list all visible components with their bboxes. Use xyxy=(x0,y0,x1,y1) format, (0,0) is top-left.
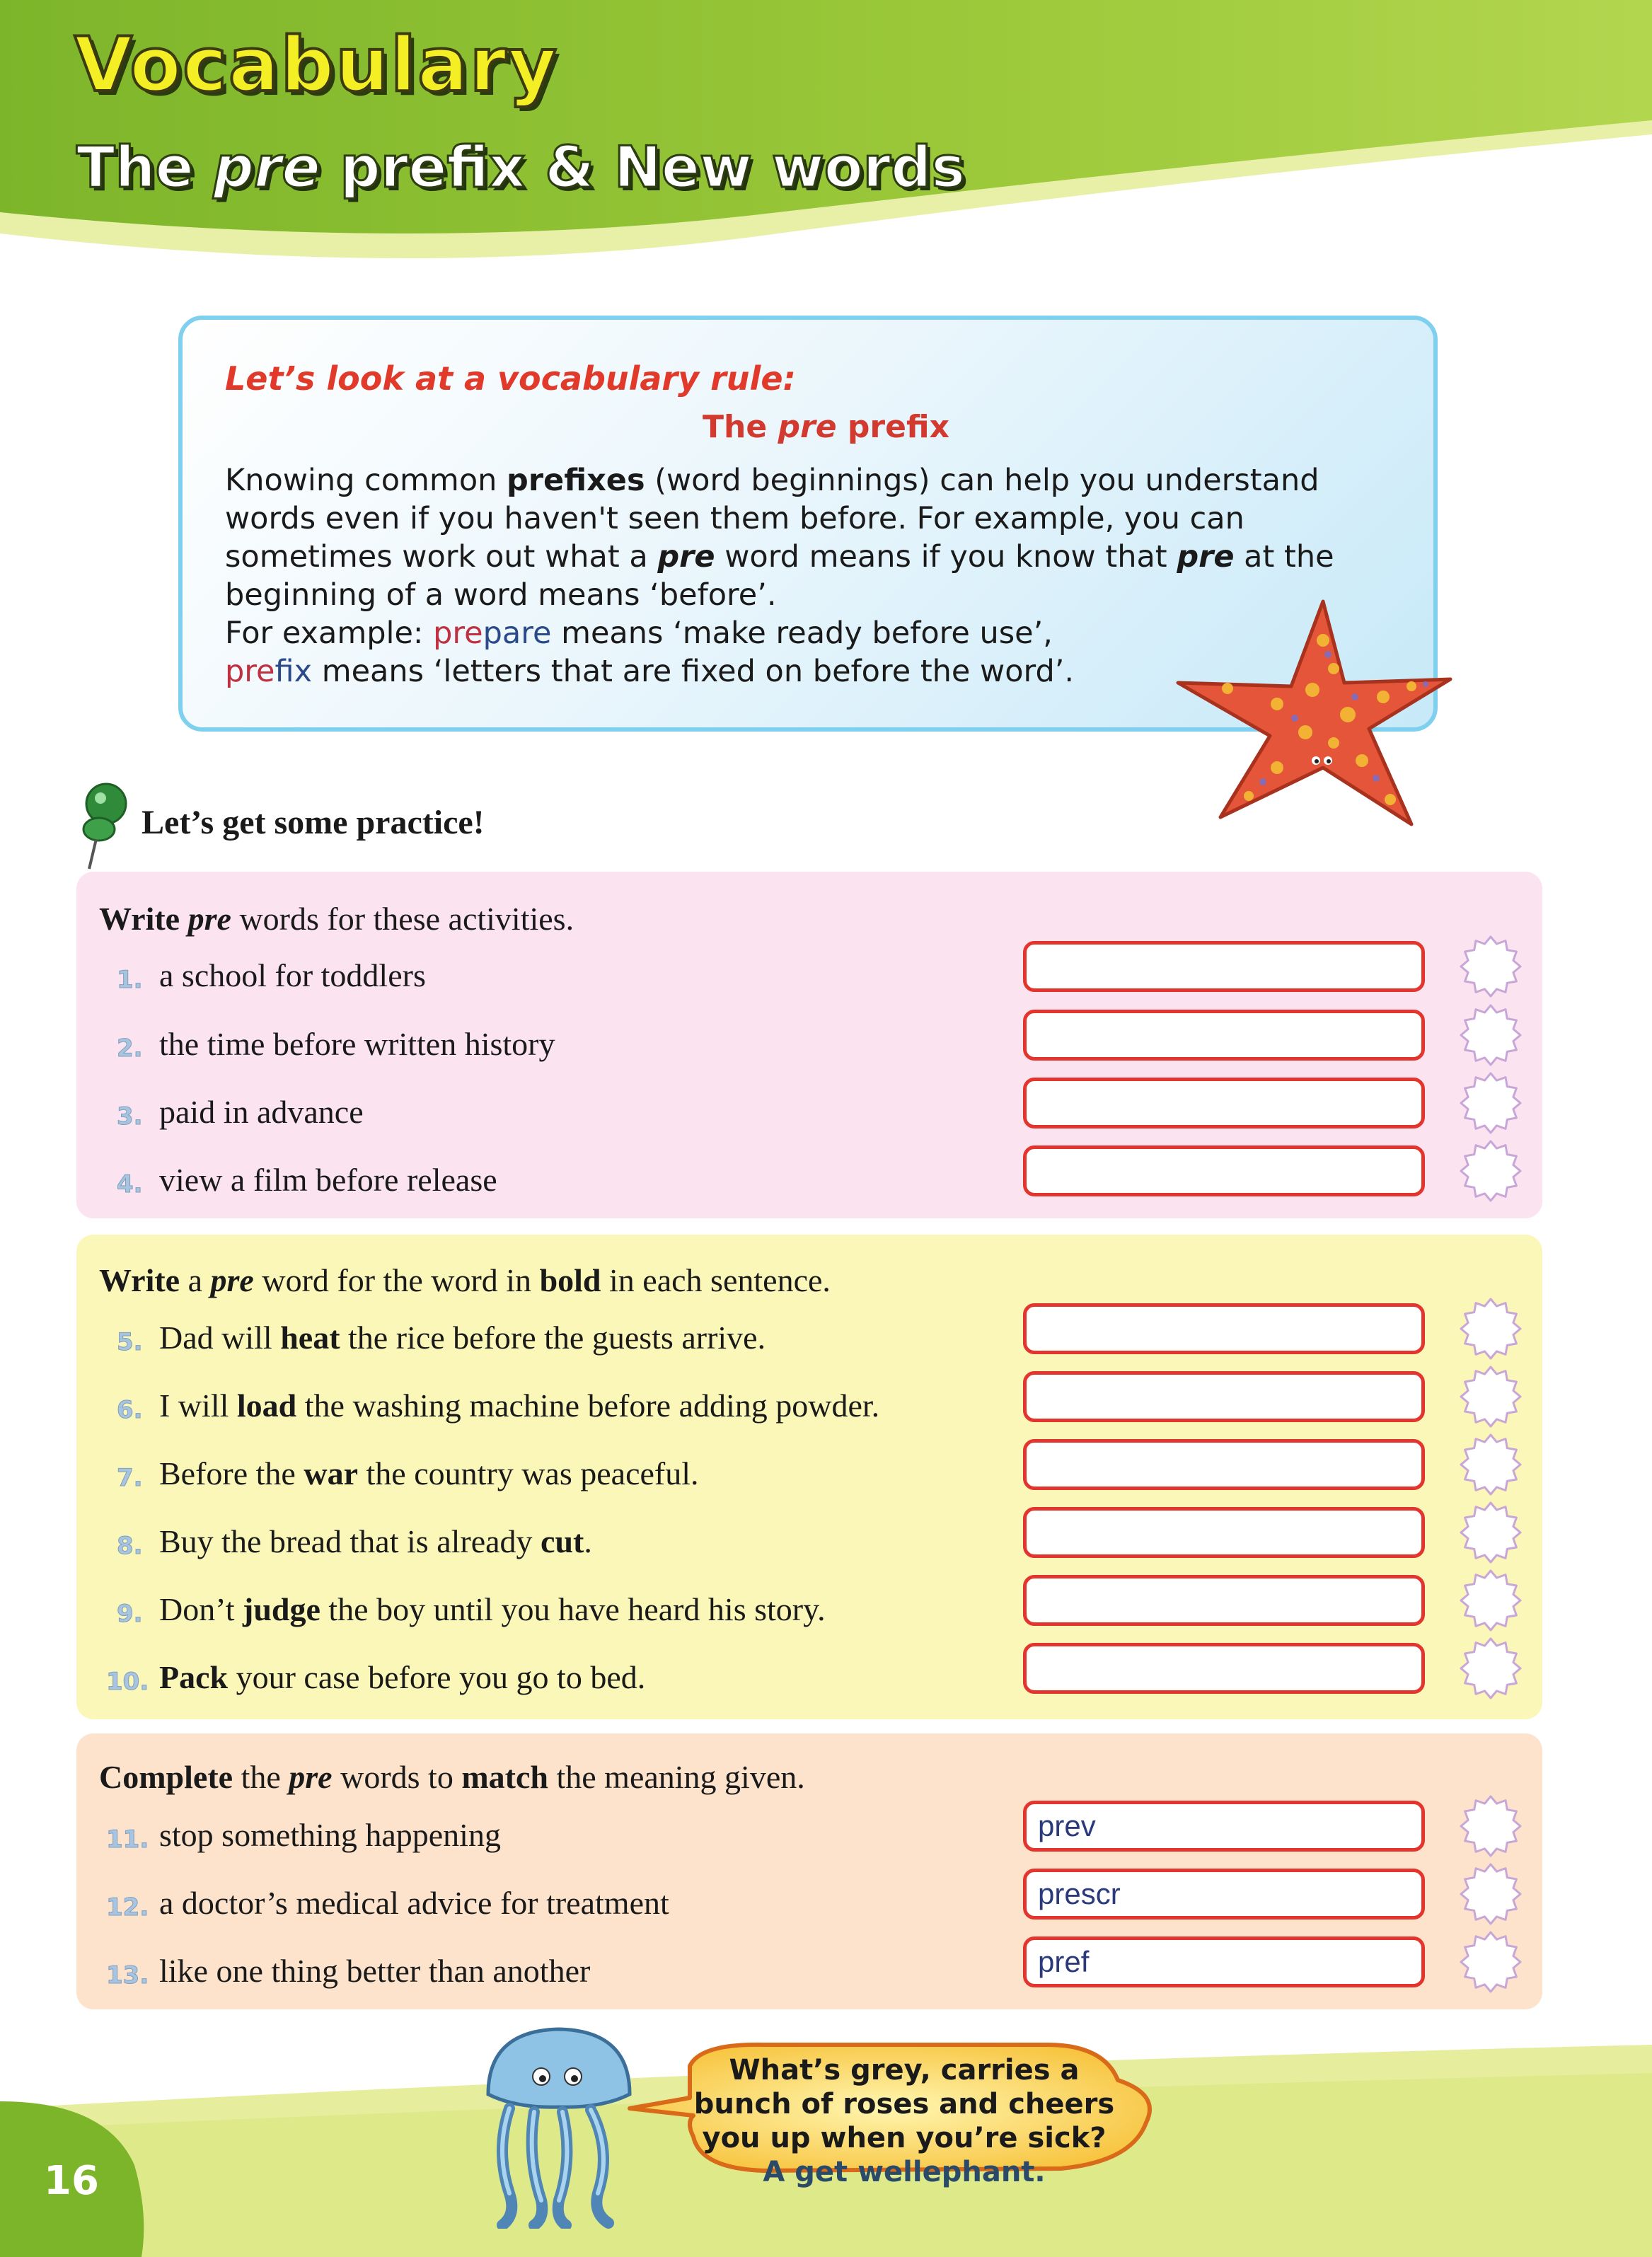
answer-input[interactable] xyxy=(1023,1507,1425,1558)
item-number: 7. xyxy=(117,1464,143,1492)
item-sentence: I will load the washing machine before adding powder. xyxy=(159,1387,880,1424)
star-checkmark-icon xyxy=(1459,1433,1523,1496)
rule-subheading: The pre prefix xyxy=(703,409,949,445)
star-checkmark-icon xyxy=(1459,1569,1523,1632)
answer-input[interactable] xyxy=(1023,941,1425,992)
item-number: 2. xyxy=(117,1034,143,1063)
star-checkmark-icon xyxy=(1459,1501,1523,1564)
item-sentence: Dad will heat the rice before the guests arrive. xyxy=(159,1320,766,1356)
answer-input[interactable]: pref xyxy=(1023,1936,1425,1987)
section-3-instruction: Complete the pre words to match the meaning given. xyxy=(99,1759,805,1795)
section-2-instruction: Write a pre word for the word in bold in each sentence. xyxy=(99,1262,831,1298)
page-title: Vocabulary xyxy=(74,21,559,108)
pushpin-icon xyxy=(71,778,134,870)
answer-input[interactable] xyxy=(1023,1145,1425,1196)
item-number: 9. xyxy=(117,1600,143,1628)
answer-input[interactable]: prev xyxy=(1023,1801,1425,1852)
practice-label: Let’s get some practice! xyxy=(141,804,485,841)
item-number: 4. xyxy=(117,1170,143,1199)
answer-input[interactable] xyxy=(1023,1371,1425,1422)
starfish-illustration xyxy=(1171,598,1454,831)
item-number: 3. xyxy=(117,1102,143,1131)
joke-text: What’s grey, carries a bunch of roses and cheers you up when you’re sick? A get wellephant. xyxy=(693,2054,1115,2188)
star-checkmark-icon xyxy=(1459,1637,1523,1700)
star-checkmark-icon xyxy=(1459,1003,1523,1067)
item-prompt: a doctor’s medical advice for treatment xyxy=(159,1885,669,1921)
star-checkmark-icon xyxy=(1459,1794,1523,1858)
star-checkmark-icon xyxy=(1459,1365,1523,1428)
page-number: 16 xyxy=(44,2158,99,2204)
item-sentence: Pack your case before you go to bed. xyxy=(159,1659,646,1695)
section-1-instruction: Write pre words for these activities. xyxy=(99,901,574,937)
answer-input[interactable] xyxy=(1023,1439,1425,1490)
answer-input[interactable] xyxy=(1023,1643,1425,1694)
item-number: 13. xyxy=(106,1961,149,1990)
star-checkmark-icon xyxy=(1459,1930,1523,1994)
item-prompt: paid in advance xyxy=(159,1094,364,1130)
item-sentence: Before the war the country was peaceful. xyxy=(159,1455,699,1491)
star-checkmark-icon xyxy=(1459,935,1523,998)
item-prompt: the time before written history xyxy=(159,1026,555,1062)
star-checkmark-icon xyxy=(1459,1862,1523,1926)
item-prompt: like one thing better than another xyxy=(159,1953,591,1989)
page-subtitle: The pre prefix & New words xyxy=(76,134,965,200)
rule-explanation: Knowing common prefixes (word beginnings) can help you understand words even if you haven't seen them before. For example, you can sometimes work out what a pre word means if you know that pre at the beginning of a word means ‘before’. For example: prepare means ‘make ready before use’, prefix means ‘letters that are fixed on before the word’. xyxy=(225,463,1334,689)
item-number: 12. xyxy=(106,1893,149,1922)
answer-input[interactable]: prescr xyxy=(1023,1869,1425,1920)
answer-input[interactable] xyxy=(1023,1575,1425,1626)
item-number: 10. xyxy=(106,1668,149,1696)
answer-input[interactable] xyxy=(1023,1078,1425,1128)
star-checkmark-icon xyxy=(1459,1071,1523,1135)
answer-input[interactable] xyxy=(1023,1010,1425,1061)
rule-heading: Let’s look at a vocabulary rule: xyxy=(225,359,796,398)
item-sentence: Buy the bread that is already cut. xyxy=(159,1523,592,1559)
item-number: 6. xyxy=(117,1396,143,1424)
item-number: 1. xyxy=(117,966,143,994)
item-prompt: stop something happening xyxy=(159,1817,501,1853)
item-number: 8. xyxy=(117,1532,143,1560)
item-number: 11. xyxy=(106,1825,149,1854)
item-number: 5. xyxy=(117,1328,143,1356)
item-sentence: Don’t judge the boy until you have heard his story. xyxy=(159,1591,826,1627)
item-prompt: a school for toddlers xyxy=(159,957,426,993)
item-prompt: view a film before release xyxy=(159,1162,497,1198)
answer-input[interactable] xyxy=(1023,1303,1425,1354)
star-checkmark-icon xyxy=(1459,1139,1523,1203)
star-checkmark-icon xyxy=(1459,1297,1523,1361)
